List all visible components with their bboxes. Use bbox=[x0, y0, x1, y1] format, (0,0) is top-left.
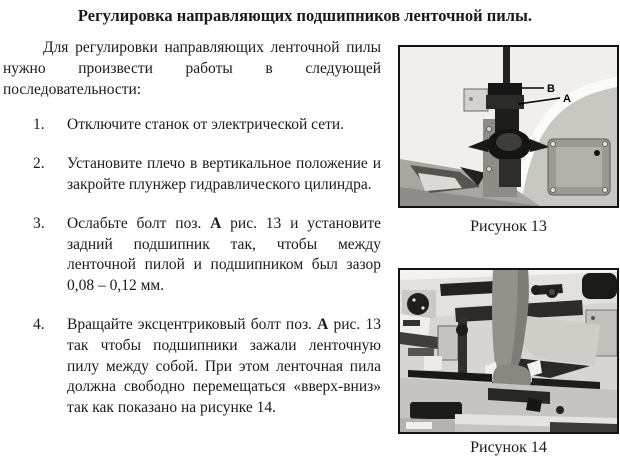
list-item-text: Вращайте эксцентриковый болт поз. А рис. 13 так чтобы подшипники зажали ленточную пилу между собой. При этом ленточная пила должна свободно перемещаться «вверх-вниз» так как показано на рисунке 14. bbox=[67, 315, 381, 417]
list-item bbox=[3, 115, 381, 136]
figure-13-label-b: B bbox=[547, 83, 555, 95]
text-column bbox=[3, 38, 381, 437]
figure-13-label-a: A bbox=[563, 93, 571, 105]
list-item-text: Установите плечо в вертикальное положение и закройте плунжер гидравлического цилиндра. bbox=[67, 155, 381, 193]
page-title: Регулировка направляющих подшипников ленточной пилы. bbox=[77, 6, 533, 25]
bandsaw-guide-bearing-illustration bbox=[400, 47, 617, 206]
list-item-number: 4. bbox=[33, 315, 45, 333]
list-item-number: 1. bbox=[33, 116, 45, 134]
hand-moving-blade-illustration bbox=[400, 270, 617, 432]
instruction-list bbox=[3, 115, 381, 419]
list-item bbox=[3, 315, 381, 419]
list-item-text: Отключите станок от электрической сети. bbox=[67, 116, 345, 134]
figure-14-photo bbox=[398, 268, 619, 434]
list-item bbox=[3, 154, 381, 196]
list-item-number: 2. bbox=[33, 155, 45, 173]
figure-13-photo bbox=[398, 45, 619, 208]
intro-paragraph: Для регулировки направляющих ленточной пилы нужно произвести работы в следующей последовательности: bbox=[3, 39, 381, 98]
figure-13-caption: Рисунок 13 bbox=[470, 218, 547, 235]
list-item bbox=[3, 214, 381, 297]
figure-14-caption: Рисунок 14 bbox=[470, 439, 547, 456]
list-item-number: 3. bbox=[33, 214, 45, 232]
list-item-text: Ослабьте болт поз. А рис. 13 и установите задний подшипник так, чтобы между ленточной пилой и подшипником был зазор 0,08 – 0,12 мм. bbox=[67, 214, 381, 295]
